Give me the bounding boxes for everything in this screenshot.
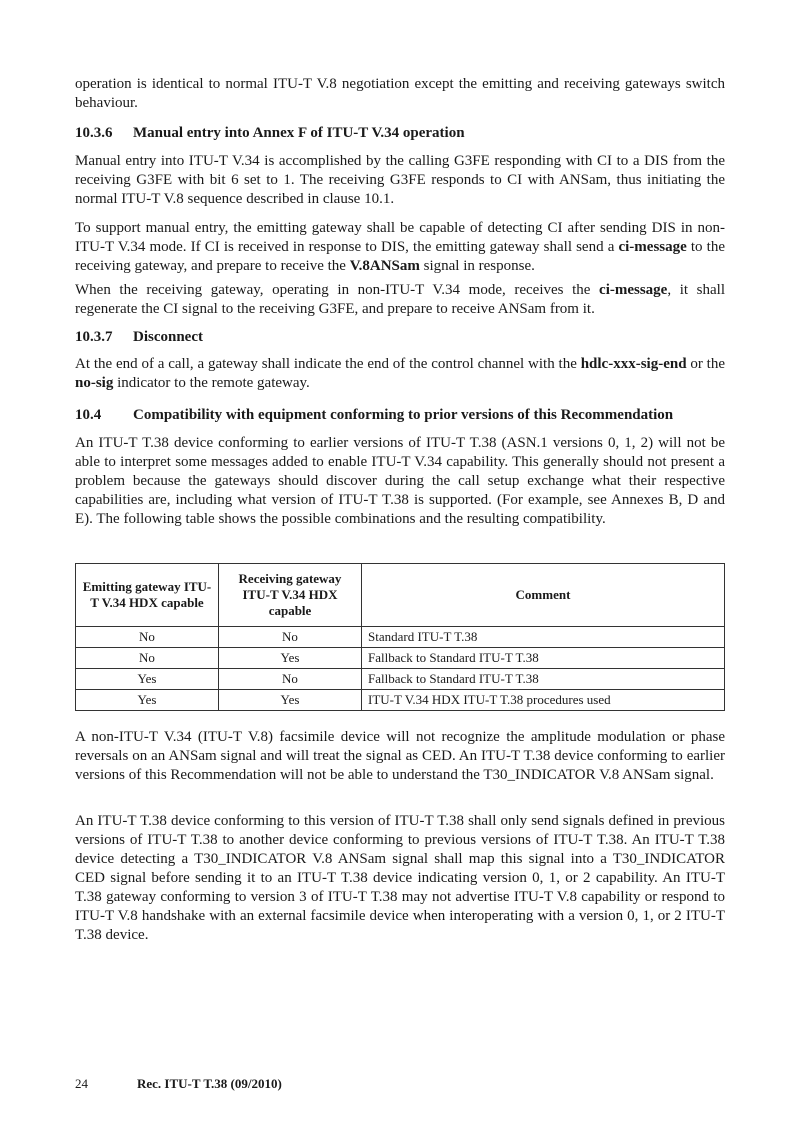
cell-receiving: No <box>219 669 362 690</box>
table-header-row <box>76 564 725 627</box>
paragraph-text <box>75 219 725 276</box>
paragraph-manual-entry <box>75 152 725 209</box>
cell-emitting: No <box>76 648 219 669</box>
cell-emitting: Yes <box>76 690 219 711</box>
compatibility-table <box>75 563 725 711</box>
column-header-comment: Comment <box>362 564 725 627</box>
text-run: To support manual entry, the emitting gateway shall be capable of detecting CI after sending DIS in non-ITU-T V.34 mode. If CI is received in response to DIS, the emitting gateway shall send a <box>75 220 725 255</box>
heading-10-3-7 <box>75 328 725 347</box>
table-row <box>76 627 725 648</box>
compatibility-table-wrap <box>75 563 725 711</box>
term-hdlc-sig-end: hdlc-xxx-sig-end <box>580 356 687 372</box>
cell-comment: Fallback to Standard ITU-T T.38 <box>362 669 725 690</box>
paragraph-text <box>75 355 725 393</box>
paragraph-text: An ITU-T T.38 device conforming to earlier versions of ITU-T T.38 (ASN.1 versions 0, 1, 2) will not be able to interpret some messages added to enable ITU-T V.34 capability. This generally should not present a problem because the gateways should discover during the call setup exchange what their respective capabilities are, including what version of ITU-T T.38 is supported. (For example, see Annexes B, D and E). The following table shows the possible combinations and the resulting compatibility. <box>75 435 725 527</box>
paragraph-text: An ITU-T T.38 device conforming to this version of ITU-T T.38 shall only send signals defined in previous versions of ITU-T T.38 to another device conforming to previous versions of ITU-T T.38. An ITU-T T.38 device detecting a T30_INDICATOR V.8 ANSam signal shall map this signal into a T30_INDICATOR CED signal before sending it to an ITU-T T.38 device indicating version 0, 1, or 2 capability. An ITU-T T.38 gateway conforming to version 3 of ITU-T T.38 may not advertise ITU-T V.8 capability or respond to ITU-T V.8 handshake with an external facsimile device when interoperating with a version 0, 1, or 2 ITU-T T.38 device. <box>75 813 725 943</box>
cell-emitting: Yes <box>76 669 219 690</box>
column-header-emitting: Emitting gateway ITU-T V.34 HDX capable <box>76 564 219 627</box>
paragraph-version-mapping <box>75 812 725 945</box>
text-run: When the receiving gateway, operating in non-ITU-T V.34 mode, receives the <box>75 282 600 298</box>
text-run: indicator to the remote gateway. <box>113 375 310 391</box>
intro-text: operation is identical to normal ITU-T V.8 negotiation except the emitting and receiving gateways switch behaviour. <box>75 76 725 111</box>
recommendation-reference: Rec. ITU-T T.38 (09/2010) <box>137 1076 282 1091</box>
section-number: 10.3.6 <box>75 125 113 141</box>
text-run: to the receiving gateway, and prepare to receive the <box>75 239 725 274</box>
section-title: Compatibility with equipment conforming to prior versions of this Recommendation <box>133 407 674 423</box>
term-v8ansam: V.8ANSam <box>349 258 420 274</box>
table-row <box>76 669 725 690</box>
table-row <box>76 648 725 669</box>
heading-10-4 <box>75 406 725 425</box>
text-run: , it shall regenerate the CI signal to the receiving G3FE, and prepare to receive ANSam from it. <box>75 282 725 317</box>
section-title: Manual entry into Annex F of ITU-T V.34 operation <box>133 125 465 141</box>
paragraph-disconnect <box>75 355 725 393</box>
page-number: 24 <box>75 1076 88 1091</box>
section-number: 10.4 <box>75 407 102 423</box>
paragraph-support-manual-entry <box>75 219 725 276</box>
paragraph-non-v34-device <box>75 728 725 785</box>
term-ci-message: ci-message <box>599 282 668 298</box>
section-number: 10.3.7 <box>75 329 113 345</box>
paragraph-receiving-gateway <box>75 281 725 319</box>
cell-comment: ITU-T V.34 HDX ITU-T T.38 procedures used <box>362 690 725 711</box>
section-title: Disconnect <box>133 329 203 345</box>
paragraph-text <box>75 281 725 319</box>
text-run: signal in response. <box>419 258 535 274</box>
term-no-sig: no-sig <box>75 375 114 391</box>
intro-paragraph <box>75 75 725 113</box>
table-row <box>76 690 725 711</box>
term-ci-message: ci-message <box>618 239 687 255</box>
heading-10-3-6 <box>75 124 725 143</box>
cell-comment: Standard ITU-T T.38 <box>362 627 725 648</box>
text-run: or the <box>686 356 725 372</box>
cell-emitting: No <box>76 627 219 648</box>
cell-receiving: Yes <box>219 648 362 669</box>
paragraph-text: Manual entry into ITU-T V.34 is accomplished by the calling G3FE responding with CI to a DIS from the receiving G3FE with bit 6 set to 1. The receiving G3FE responds to CI with ANSam, thus initiating the normal ITU-T V.8 sequence described in clause 10.1. <box>75 153 725 207</box>
cell-comment: Fallback to Standard ITU-T T.38 <box>362 648 725 669</box>
column-header-receiving: Receiving gateway ITU-T V.34 HDX capable <box>219 564 362 627</box>
text-run: At the end of a call, a gateway shall indicate the end of the control channel with the <box>75 356 581 372</box>
cell-receiving: Yes <box>219 690 362 711</box>
paragraph-compatibility <box>75 434 725 529</box>
paragraph-text: A non-ITU-T V.34 (ITU-T V.8) facsimile device will not recognize the amplitude modulation or phase reversals on an ANSam signal and will treat the signal as CED. An ITU-T T.38 device conforming to earlier versions of this Recommendation will not be able to understand the T30_INDICATOR V.8 ANSam signal. <box>75 729 725 783</box>
cell-receiving: No <box>219 627 362 648</box>
page-footer <box>75 1076 282 1092</box>
